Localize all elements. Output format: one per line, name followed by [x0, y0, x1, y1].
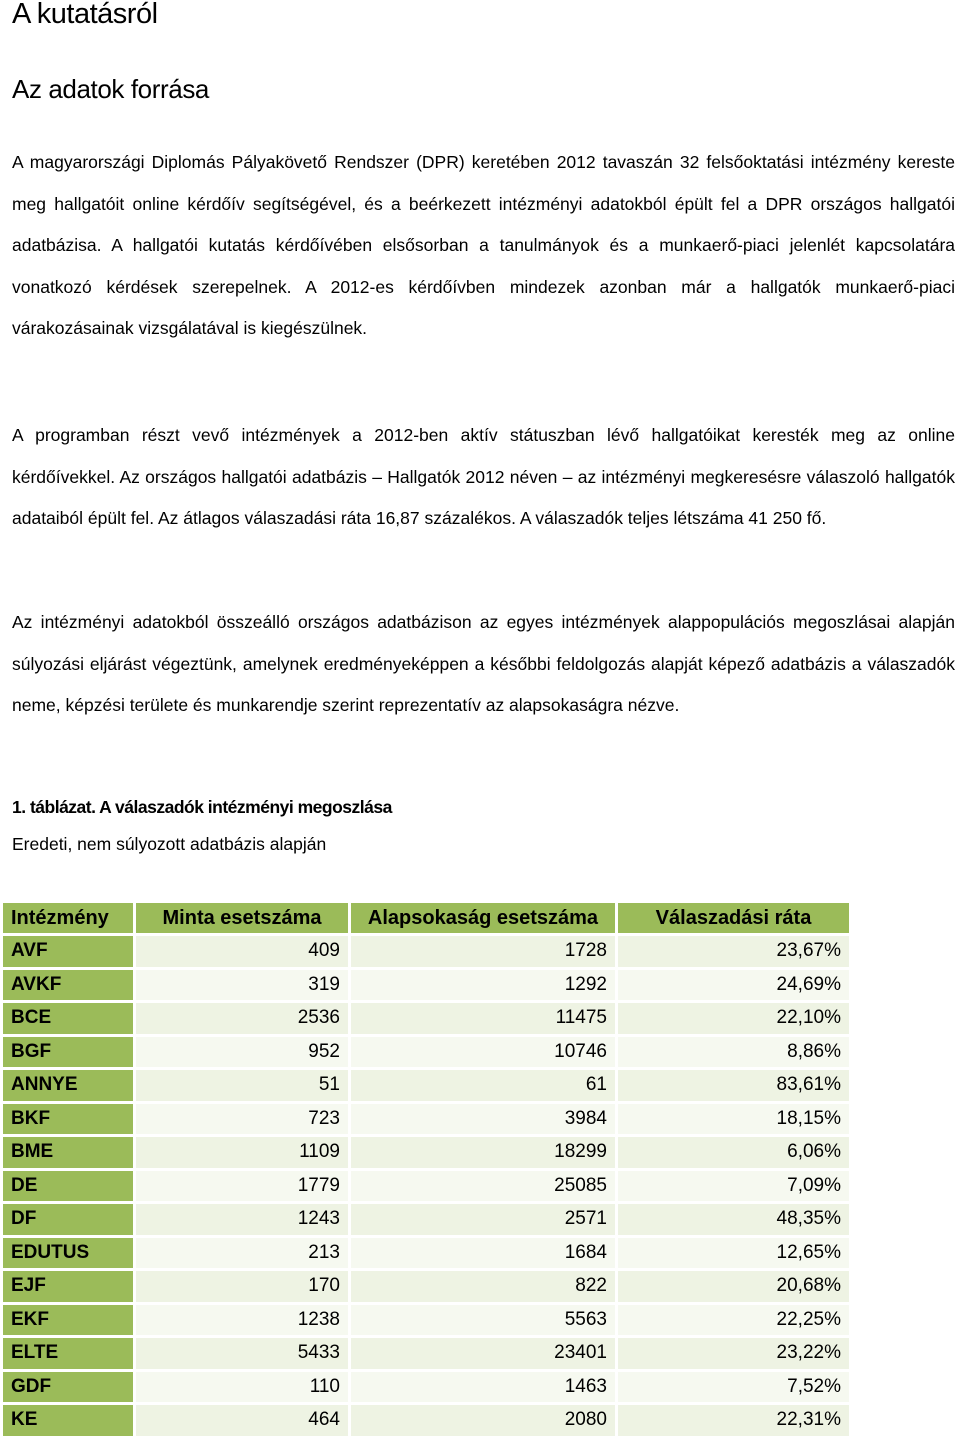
cell-rate: 12,65%	[618, 1238, 852, 1272]
cell-population: 5563	[351, 1305, 618, 1339]
table-row	[3, 1338, 852, 1372]
cell-sample: 51	[136, 1070, 351, 1104]
cell-sample: 1238	[136, 1305, 351, 1339]
table-row	[3, 1104, 852, 1138]
cell-rate: 22,10%	[618, 1003, 852, 1037]
cell-institution: EDUTUS	[3, 1238, 136, 1272]
header-population-count: Alapsokaság esetszáma	[351, 903, 618, 936]
cell-rate: 22,25%	[618, 1305, 852, 1339]
cell-sample: 170	[136, 1271, 351, 1305]
paragraph-3: Az intézményi adatokból összeálló országos adatbázison az egyes intézmények alappopulációs megoszlásai alapján súlyozási eljárást végeztünk, amelynek eredményeképpen a későbbi feldolgozás alapját képező adatbázis a válaszadók neme, képzési területe és munkarendje szerint reprezentatív az alapsokaságra nézve.	[12, 612, 955, 716]
header-response-rate: Válaszadási ráta	[618, 903, 852, 936]
paragraph-2: A programban részt vevő intézmények a 2012-ben aktív státuszban lévő hallgatóikat keresték meg az online kérdőívekkel. Az országos hallgatói adatbázis – Hallgatók 2012 néven – az intézményi megkeresésre válaszoló hallgatók adataiból épült fel. Az átlagos válaszadási ráta 16,87 százalékos. A válaszadók teljes létszáma 41 250 fő.	[12, 425, 955, 529]
cell-institution: BGF	[3, 1037, 136, 1071]
table-subcaption: Eredeti, nem súlyozott adatbázis alapján	[12, 834, 327, 854]
paragraph-1: A magyarországi Diplomás Pályakövető Rendszer (DPR) keretében 2012 tavaszán 32 felsőoktatási intézmény kereste meg hallgatóit online kérdőív segítségével, és a beérkezett intézményi adatokból épült fel a DPR országos hallgatói adatbázisa. A hallgatói kutatás kérdőívében elsősorban a tanulmányok és a munkaerő-piaci jelenlét kapcsolatára vonatkozó kérdések szerepelnek. A 2012-es kérdőívben mindezek azonban már a hallgatók munkaerő-piaci várakozásainak vizsgálatával is kiegészülnek.	[12, 152, 955, 339]
cell-rate: 48,35%	[618, 1204, 852, 1238]
cell-population: 1728	[351, 936, 618, 970]
table-row	[3, 1137, 852, 1171]
cell-population: 3984	[351, 1104, 618, 1138]
cell-population: 1292	[351, 970, 618, 1004]
cell-sample: 1243	[136, 1204, 351, 1238]
cell-rate: 24,69%	[618, 970, 852, 1004]
header-sample-count: Minta esetszáma	[136, 903, 351, 936]
cell-population: 822	[351, 1271, 618, 1305]
cell-sample: 213	[136, 1238, 351, 1272]
cell-population: 25085	[351, 1171, 618, 1205]
table-row	[3, 1271, 852, 1305]
table-row	[3, 970, 852, 1004]
cell-sample: 110	[136, 1372, 351, 1406]
cell-institution: ELTE	[3, 1338, 136, 1372]
cell-rate: 22,31%	[618, 1405, 852, 1439]
table-row	[3, 1238, 852, 1272]
cell-institution: DF	[3, 1204, 136, 1238]
cell-institution: EJF	[3, 1271, 136, 1305]
header-institution: Intézmény	[3, 903, 136, 936]
table-row	[3, 1003, 852, 1037]
cell-institution: AVKF	[3, 970, 136, 1004]
cell-rate: 6,06%	[618, 1137, 852, 1171]
cell-sample: 1109	[136, 1137, 351, 1171]
cell-rate: 23,22%	[618, 1338, 852, 1372]
cell-population: 1684	[351, 1238, 618, 1272]
cell-rate: 8,86%	[618, 1037, 852, 1071]
cell-sample: 409	[136, 936, 351, 970]
table-row	[3, 1204, 852, 1238]
page-title: A kutatásról	[12, 0, 158, 30]
cell-institution: BKF	[3, 1104, 136, 1138]
cell-institution: AVF	[3, 936, 136, 970]
institution-table	[3, 903, 852, 1439]
cell-sample: 2536	[136, 1003, 351, 1037]
cell-sample: 952	[136, 1037, 351, 1071]
cell-rate: 7,52%	[618, 1372, 852, 1406]
table-caption: 1. táblázat. A válaszadók intézményi megoszlása	[12, 797, 392, 817]
table-row	[3, 936, 852, 970]
table-row	[3, 1372, 852, 1406]
cell-population: 61	[351, 1070, 618, 1104]
table-row	[3, 1171, 852, 1205]
cell-institution: BCE	[3, 1003, 136, 1037]
cell-rate: 23,67%	[618, 936, 852, 970]
cell-rate: 7,09%	[618, 1171, 852, 1205]
table-header-row	[3, 903, 852, 936]
cell-population: 10746	[351, 1037, 618, 1071]
cell-sample: 5433	[136, 1338, 351, 1372]
cell-institution: EKF	[3, 1305, 136, 1339]
table-row	[3, 1305, 852, 1339]
cell-institution: DE	[3, 1171, 136, 1205]
cell-population: 2571	[351, 1204, 618, 1238]
cell-institution: ANNYE	[3, 1070, 136, 1104]
cell-population: 2080	[351, 1405, 618, 1439]
table-row	[3, 1070, 852, 1104]
cell-institution: BME	[3, 1137, 136, 1171]
table-row	[3, 1037, 852, 1071]
table-row	[3, 1405, 852, 1439]
section-heading: Az adatok forrása	[12, 74, 209, 104]
cell-population: 18299	[351, 1137, 618, 1171]
cell-sample: 319	[136, 970, 351, 1004]
cell-population: 1463	[351, 1372, 618, 1406]
cell-sample: 723	[136, 1104, 351, 1138]
cell-rate: 18,15%	[618, 1104, 852, 1138]
cell-population: 11475	[351, 1003, 618, 1037]
cell-rate: 83,61%	[618, 1070, 852, 1104]
cell-institution: GDF	[3, 1372, 136, 1406]
cell-sample: 1779	[136, 1171, 351, 1205]
cell-population: 23401	[351, 1338, 618, 1372]
cell-sample: 464	[136, 1405, 351, 1439]
cell-institution: KE	[3, 1405, 136, 1439]
cell-rate: 20,68%	[618, 1271, 852, 1305]
